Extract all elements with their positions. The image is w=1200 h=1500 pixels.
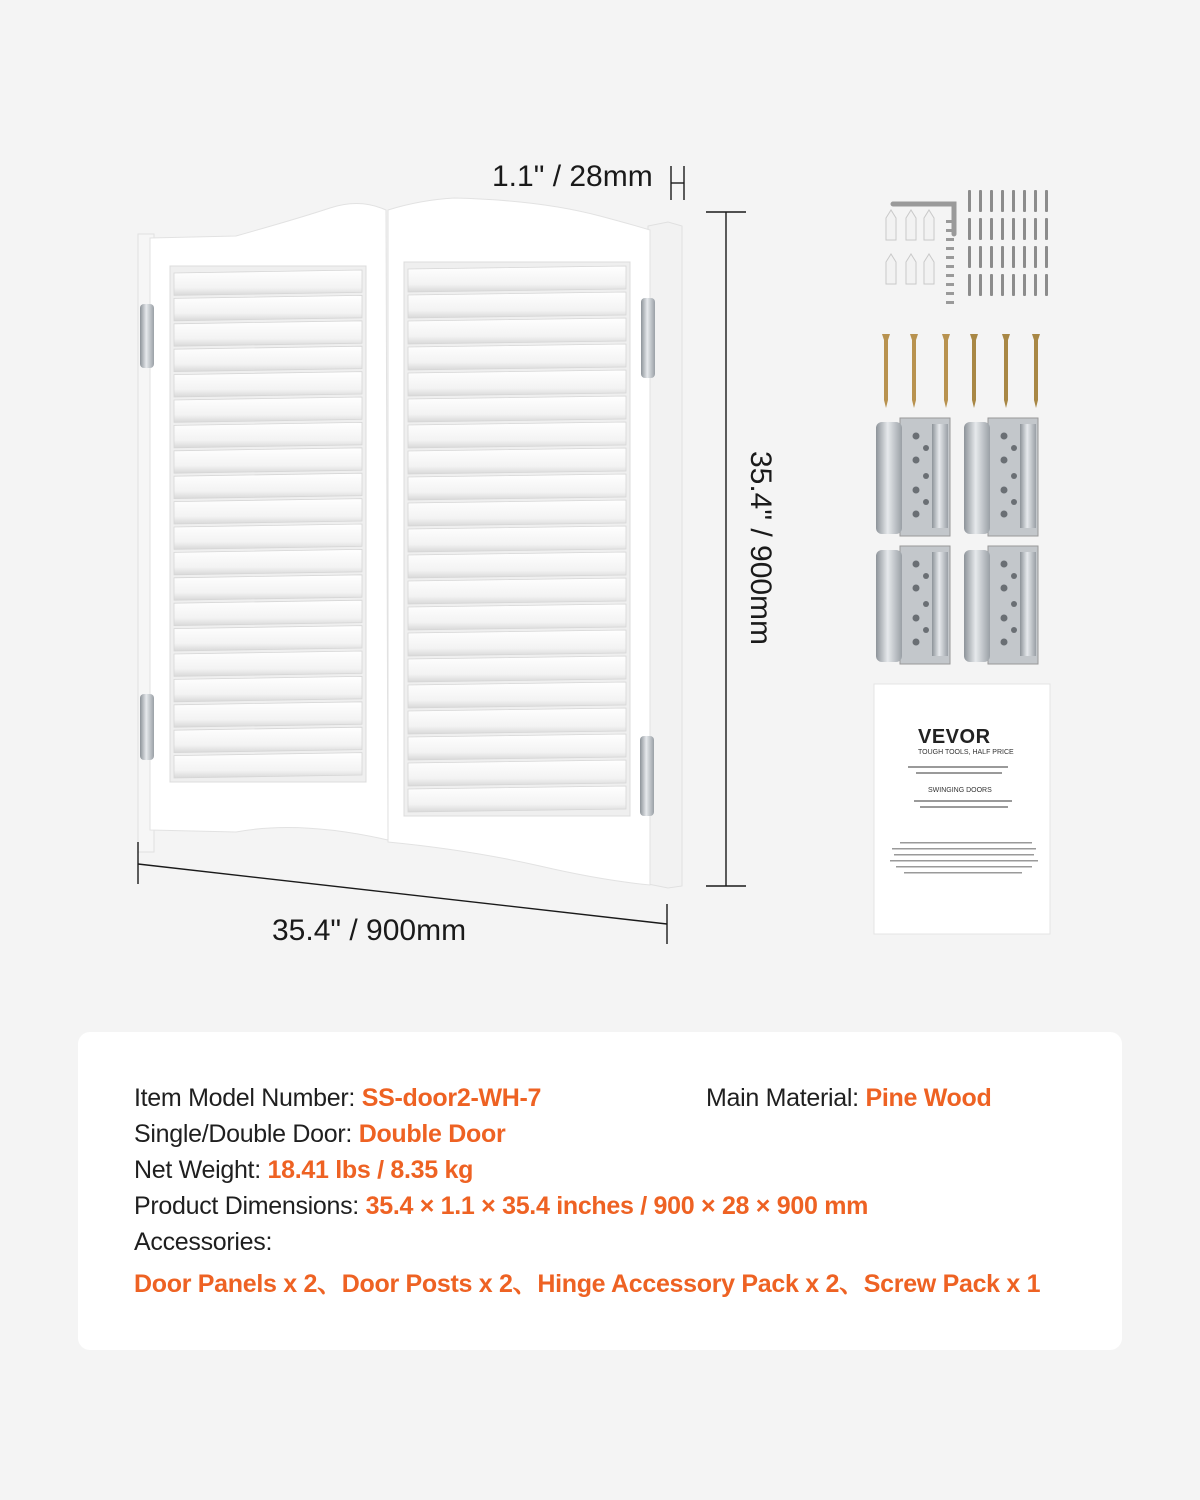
- wood-screw-icon: [1002, 334, 1010, 408]
- louver-slat: [408, 500, 626, 526]
- louver-slat: [174, 753, 362, 778]
- small-screw-icon: [1012, 218, 1015, 240]
- spring-hinge-icon: [876, 418, 1038, 664]
- spec-value: Double Door: [358, 1120, 506, 1148]
- small-screw-icon: [946, 283, 954, 286]
- louver-slat: [408, 370, 626, 396]
- small-screw-icon: [1012, 246, 1015, 268]
- louver-slat: [174, 499, 362, 524]
- manual-tagline: TOUGH TOOLS, HALF PRICE: [918, 749, 1014, 756]
- small-screw-icon: [946, 292, 954, 295]
- louver-slat: [408, 682, 626, 708]
- louver-slat: [174, 397, 362, 422]
- louver-slat: [174, 524, 362, 549]
- spec-value: 18.41 lbs / 8.35 kg: [267, 1156, 474, 1184]
- small-screw-icon: [979, 246, 982, 268]
- small-screw-icon: [990, 190, 993, 212]
- small-screw-icon: [1023, 274, 1026, 296]
- louver-slat: [408, 760, 626, 786]
- spec-label: Single/Double Door:: [134, 1120, 359, 1148]
- louver-slat: [174, 676, 362, 701]
- small-screw-icon: [1001, 190, 1004, 212]
- instruction-manual: [874, 684, 1050, 934]
- small-screw-icon: [1012, 190, 1015, 212]
- small-screw-icon: [1001, 246, 1004, 268]
- small-screw-icon: [979, 190, 982, 212]
- louver-slat: [408, 474, 626, 500]
- wood-screw-icon: [970, 334, 978, 408]
- right-louver-slats: [408, 266, 626, 812]
- small-screw-icon: [1001, 274, 1004, 296]
- wall-anchor-icon: [906, 254, 916, 284]
- small-screw-icon: [1023, 246, 1026, 268]
- small-screw-icon: [946, 220, 954, 223]
- louver-slat: [174, 600, 362, 625]
- louver-slat: [174, 422, 362, 447]
- small-screw-icon: [1045, 190, 1048, 212]
- small-screw-icon: [1034, 274, 1037, 296]
- louver-slat: [174, 346, 362, 371]
- louver-slat: [408, 734, 626, 760]
- small-screw-icon: [1045, 246, 1048, 268]
- spec-value: Pine Wood: [865, 1084, 992, 1112]
- spec-accessories-list: [134, 1264, 1040, 1300]
- louver-slat: [408, 448, 626, 474]
- small-screw-icon: [1012, 274, 1015, 296]
- spring-hinge-icon: [876, 546, 950, 664]
- small-screw-icon: [1034, 218, 1037, 240]
- louver-slat: [408, 604, 626, 630]
- small-screw-icon: [979, 274, 982, 296]
- spring-hinge-icon: [964, 546, 1038, 664]
- small-screw-icon: [946, 274, 954, 277]
- louver-slat: [408, 630, 626, 656]
- louver-slat: [408, 292, 626, 318]
- width-dimension-label: 35.4" / 900mm: [272, 914, 467, 947]
- small-screw-icon: [946, 301, 954, 304]
- small-screw-icon: [1045, 218, 1048, 240]
- wood-screw-icon: [942, 334, 950, 408]
- wood-screw-icon: [882, 334, 890, 408]
- louver-slat: [408, 318, 626, 344]
- height-dimension-label: 35.4" / 900mm: [744, 450, 777, 646]
- spec-main-material: [706, 1084, 991, 1113]
- small-screw-icon: [946, 247, 954, 250]
- small-screw-icon: [946, 265, 954, 268]
- small-screw-icon: [946, 238, 954, 241]
- louver-slat: [408, 422, 626, 448]
- louver-slat: [408, 656, 626, 682]
- small-screw-icon: [968, 274, 971, 296]
- small-screw-icon: [946, 190, 1048, 304]
- wood-screw-icon: [910, 334, 918, 408]
- small-screw-icon: [1034, 190, 1037, 212]
- louver-slat: [408, 396, 626, 422]
- wood-screw-icon: [882, 334, 1040, 408]
- small-screw-icon: [946, 229, 954, 232]
- wall-anchor-icon: [886, 210, 896, 240]
- small-screw-icon: [946, 256, 954, 259]
- louver-slat: [408, 526, 626, 552]
- wall-anchor-icon: [886, 254, 896, 284]
- small-screw-icon: [968, 190, 971, 212]
- louver-slat: [174, 473, 362, 498]
- small-screw-icon: [979, 218, 982, 240]
- louver-slat: [174, 626, 362, 651]
- spec-accessories-label: Accessories:: [134, 1228, 273, 1256]
- louver-slat: [174, 321, 362, 346]
- spec-product-dimensions: [134, 1192, 868, 1221]
- spec-label: Net Weight:: [134, 1156, 268, 1184]
- manual-brand-logo: VEVOR: [918, 726, 991, 748]
- louver-slat: [174, 651, 362, 676]
- louver-slat: [174, 575, 362, 600]
- louver-slat: [174, 549, 362, 574]
- spec-label: Item Model Number:: [134, 1084, 362, 1112]
- wall-anchor-icon: [924, 210, 934, 240]
- wood-screw-icon: [1032, 334, 1040, 408]
- louver-slat: [174, 727, 362, 752]
- small-screw-icon: [1023, 218, 1026, 240]
- accessory-kit: [874, 190, 1050, 934]
- louver-slat: [174, 702, 362, 727]
- small-screw-icon: [1034, 246, 1037, 268]
- louver-slat: [174, 270, 362, 295]
- louver-slat: [408, 578, 626, 604]
- small-screw-icon: [990, 274, 993, 296]
- louver-slat: [408, 344, 626, 370]
- spec-value: 35.4 × 1.1 × 35.4 inches / 900 × 28 × 900 mm: [365, 1192, 869, 1220]
- spec-model-number: [134, 1084, 541, 1113]
- spring-hinge-icon: [876, 418, 950, 536]
- louver-slat: [174, 448, 362, 473]
- depth-dimension-label: 1.1" / 28mm: [492, 160, 653, 193]
- spring-hinge-icon: [964, 418, 1038, 536]
- louver-slat: [408, 266, 626, 292]
- swinging-doors: [138, 198, 682, 888]
- spec-value: SS-door2-WH-7: [361, 1084, 542, 1112]
- spec-net-weight: [134, 1156, 473, 1185]
- louver-slat: [174, 295, 362, 320]
- small-screw-icon: [990, 218, 993, 240]
- spec-label: Main Material:: [706, 1084, 866, 1112]
- spec-value: Door Panels x 2、Door Posts x 2、Hinge Accessory Pack x 2、Screw Pack x 1: [134, 1270, 1041, 1298]
- louver-slat: [174, 372, 362, 397]
- small-screw-icon: [990, 246, 993, 268]
- small-screw-icon: [1023, 190, 1026, 212]
- spec-label: Product Dimensions:: [134, 1192, 366, 1220]
- small-screw-icon: [968, 218, 971, 240]
- louver-slat: [408, 708, 626, 734]
- small-screw-icon: [1045, 274, 1048, 296]
- wall-anchor-icon: [924, 254, 934, 284]
- louver-slat: [408, 552, 626, 578]
- louver-slat: [408, 786, 626, 812]
- manual-title: SWINGING DOORS: [928, 787, 992, 794]
- small-screw-icon: [968, 246, 971, 268]
- spec-card: [78, 1032, 1122, 1350]
- wall-anchor-icon: [906, 210, 916, 240]
- spec-door-type: [134, 1120, 505, 1149]
- small-screw-icon: [1001, 218, 1004, 240]
- wall-anchor-icon: [886, 210, 934, 284]
